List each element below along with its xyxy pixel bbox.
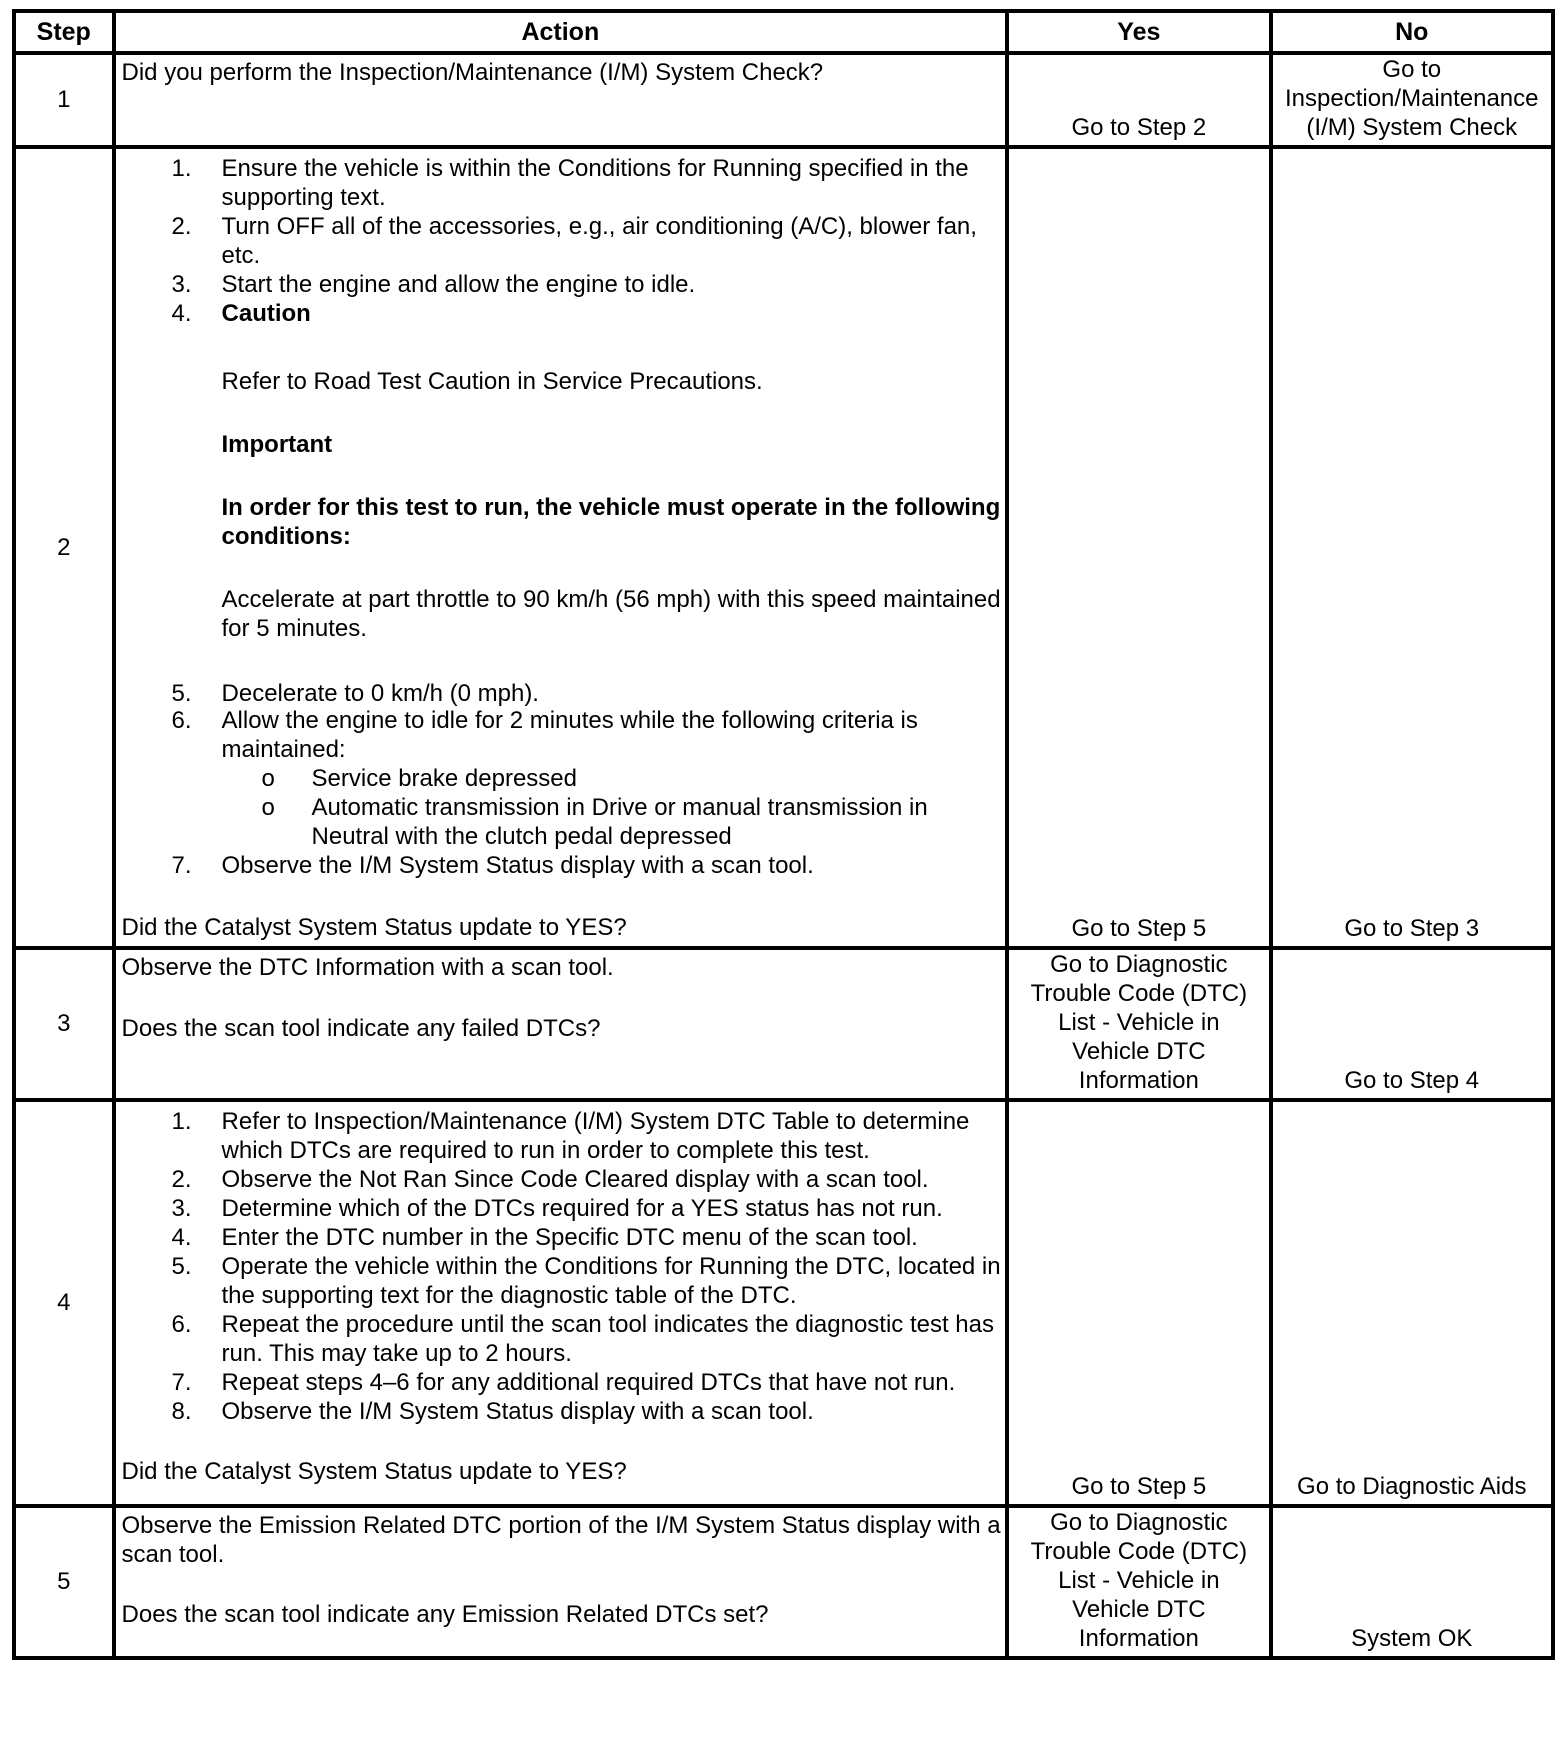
question-text: Did the Catalyst System Status update to YES? [121,1458,627,1485]
no-outcome: Go to Step 4 [1271,948,1553,1100]
table-row [14,147,1553,948]
header-yes: Yes [1007,11,1270,53]
question-text: Did you perform the Inspection/Maintenance (I/M) System Check? [121,59,824,86]
question-text: Does the scan tool indicate any failed DTCs? [121,1015,601,1042]
list-item: 2. Turn OFF all of the accessories, e.g., air conditioning (A/C), blower fan, etc. [171,213,977,269]
question-text: Does the scan tool indicate any Emission Related DTCs set? [121,1601,769,1628]
no-outcome: Go to Inspection/Maintenance (I/M) System Check [1271,53,1553,147]
action-text: Observe the DTC Information with a scan tool. [121,954,614,981]
table-row [14,53,1553,147]
action-cell [114,1506,1008,1658]
list-item: 8. Observe the I/M System Status display with a scan tool. [171,1398,814,1425]
procedure-list [122,154,1002,880]
caution-label: Caution [221,300,311,327]
yes-outcome: Go to Step 5 [1007,147,1270,948]
list-item: 3. Start the engine and allow the engine to idle. [171,271,696,298]
table-row [14,1100,1553,1506]
action-cell [114,53,1008,147]
list-item: 6. Allow the engine to idle for 2 minutes while the following criteria is maintained: o Service brake depressed o Automatic transmission in Drive or manual transmission in Neutral with the clutch pedal depressed [122,706,1002,851]
list-item: 4. Enter the DTC number in the Specific DTC menu of the scan tool. [171,1224,918,1251]
step-number: 2 [14,147,114,948]
no-outcome: Go to Step 3 [1271,147,1553,948]
yes-outcome: Go to Diagnostic Trouble Code (DTC) List - Vehicle in Vehicle DTC Information [1007,948,1270,1100]
step-number: 5 [14,1506,114,1658]
header-row [14,11,1553,53]
header-step: Step [14,11,114,53]
caution-text: Refer to Road Test Caution in Service Precautions. [221,368,763,395]
list-item: 3. Determine which of the DTCs required for a YES status has not run. [171,1195,943,1222]
action-cell [114,147,1008,948]
action-text: Observe the Emission Related DTC portion of the I/M System Status display with a scan tool. [121,1512,1001,1568]
header-action: Action [114,11,1008,53]
question-text: Did the Catalyst System Status update to YES? [121,914,627,941]
yes-outcome: Go to Diagnostic Trouble Code (DTC) List - Vehicle in Vehicle DTC Information [1007,1506,1270,1658]
important-label: Important [221,431,333,458]
header-no: No [1271,11,1553,53]
no-outcome: Go to Diagnostic Aids [1271,1100,1553,1506]
no-outcome: System OK [1271,1506,1553,1658]
table-row [14,1506,1553,1658]
list-item: 5. Operate the vehicle within the Conditions for Running the DTC, located in the supporting text for the diagnostic table of the DTC. [171,1253,1001,1309]
yes-outcome: Go to Step 5 [1007,1100,1270,1506]
list-item: 1. Refer to Inspection/Maintenance (I/M) System DTC Table to determine which DTCs are required to run in order to complete this test. [171,1108,970,1164]
bullet-item: o Service brake depressed [261,765,577,792]
list-item: 7. Repeat steps 4–6 for any additional required DTCs that have not run. [171,1369,956,1396]
list-item: 1. Ensure the vehicle is within the Conditions for Running specified in the supporting text. [171,155,969,211]
important-text: In order for this test to run, the vehicle must operate in the following conditions: [221,494,1001,550]
bullet-item: o Automatic transmission in Drive or manual transmission in Neutral with the clutch pedal depressed [261,794,928,850]
step-number: 3 [14,948,114,1100]
list-item: 5. Decelerate to 0 km/h (0 mph). [171,680,539,707]
action-cell [114,1100,1008,1506]
diagnostic-table [12,9,1555,1660]
list-item: 7. Observe the I/M System Status display with a scan tool. [171,852,814,879]
action-cell [114,948,1008,1100]
step-number: 4 [14,1100,114,1506]
table-row [14,948,1553,1100]
step-number: 1 [14,53,114,147]
accelerate-text: Accelerate at part throttle to 90 km/h (56 mph) with this speed maintained for 5 minutes. [221,586,1001,642]
procedure-list [122,1107,1002,1426]
list-item: 2. Observe the Not Ran Since Code Cleared display with a scan tool. [171,1166,929,1193]
yes-outcome: Go to Step 2 [1007,53,1270,147]
list-item: 6. Repeat the procedure until the scan tool indicates the diagnostic test has run. This may take up to 2 hours. [171,1311,995,1367]
criteria-list [212,764,1002,851]
list-item: 4. Caution Refer to Road Test Caution in Service Precautions. Important In order for this test to run, the vehicle must operate in the following conditions: Accelerate at part throttle to 90 km/h (56 mph) with this speed maintained for 5 minutes. [171,300,1001,642]
